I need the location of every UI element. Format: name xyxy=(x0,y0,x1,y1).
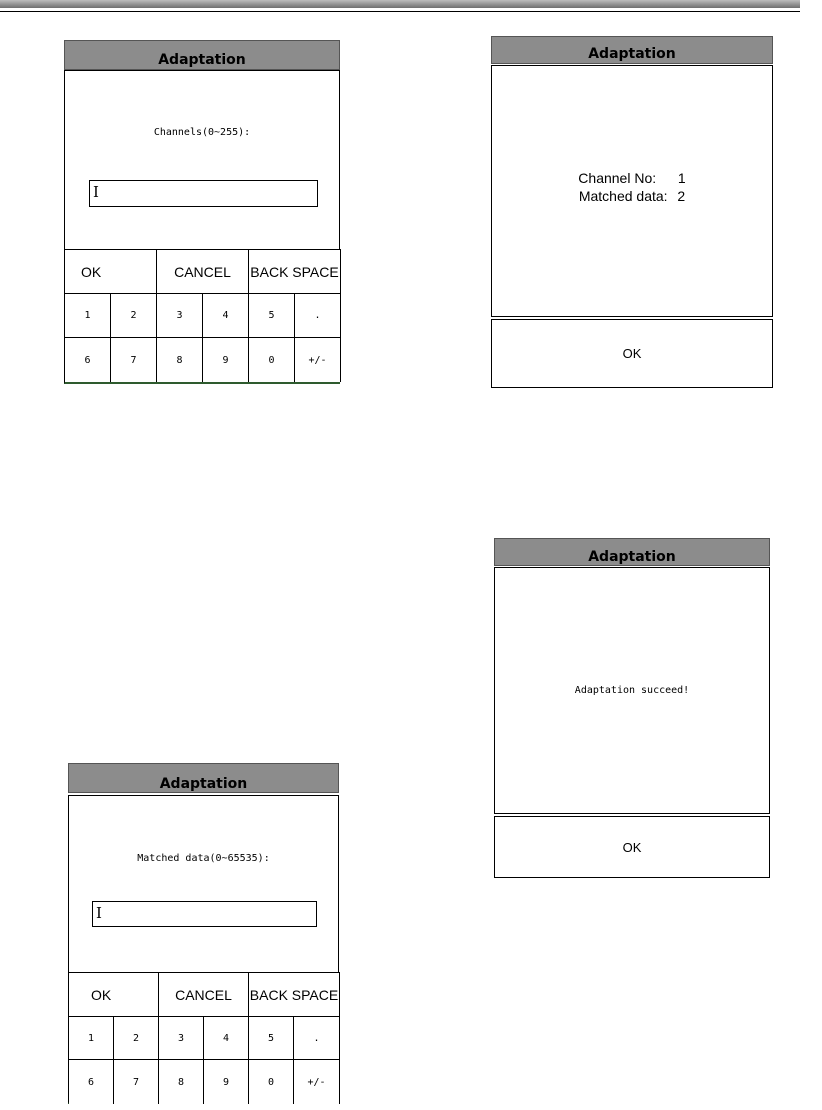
dialog-title: Adaptation xyxy=(68,763,339,793)
key-dot[interactable]: . xyxy=(294,1016,340,1059)
key-6[interactable]: 6 xyxy=(65,337,111,382)
result-dialog xyxy=(491,36,773,388)
key-sign[interactable]: +/- xyxy=(295,337,341,382)
key-8[interactable]: 8 xyxy=(159,1059,204,1104)
backspace-button[interactable]: BACK SPACE xyxy=(249,249,341,293)
text-cursor-icon: I xyxy=(96,904,102,922)
key-5[interactable]: 5 xyxy=(249,293,295,337)
key-9[interactable]: 9 xyxy=(204,1059,249,1104)
channels-prompt: Channels(0~255): xyxy=(153,127,251,138)
dialog-body xyxy=(64,70,340,250)
header-rule xyxy=(0,11,800,12)
key-0[interactable]: 0 xyxy=(249,337,295,382)
success-message: Adaptation succeed! xyxy=(574,685,690,696)
channel-value: 1 xyxy=(677,170,686,186)
key-sign[interactable]: +/- xyxy=(294,1059,340,1104)
channels-dialog xyxy=(64,40,340,384)
matched-prompt: Matched data(0~65535): xyxy=(137,853,270,864)
matched-value: 2 xyxy=(677,188,686,204)
key-2[interactable]: 2 xyxy=(114,1016,159,1059)
matched-input[interactable] xyxy=(92,901,317,927)
dialog-title: Adaptation xyxy=(494,538,770,566)
key-3[interactable]: 3 xyxy=(157,293,203,337)
cancel-button[interactable]: CANCEL xyxy=(159,972,249,1016)
key-1[interactable]: 1 xyxy=(69,1016,114,1059)
key-3[interactable]: 3 xyxy=(159,1016,204,1059)
key-9[interactable]: 9 xyxy=(203,337,249,382)
key-2[interactable]: 2 xyxy=(111,293,157,337)
key-dot[interactable]: . xyxy=(295,293,341,337)
dialog-title: Adaptation xyxy=(64,40,340,70)
dialog-body xyxy=(494,567,770,814)
key-4[interactable]: 4 xyxy=(203,293,249,337)
ok-button[interactable]: OK xyxy=(69,972,159,1016)
page-header-bar xyxy=(0,0,800,8)
numeric-keypad xyxy=(64,249,340,384)
numeric-keypad xyxy=(68,972,339,1104)
ok-button[interactable]: OK xyxy=(491,319,773,388)
key-4[interactable]: 4 xyxy=(204,1016,249,1059)
dialog-body xyxy=(68,795,339,973)
backspace-button[interactable]: BACK SPACE xyxy=(249,972,340,1016)
matched-label: Matched data: xyxy=(578,188,668,204)
dialog-title: Adaptation xyxy=(491,36,773,64)
channels-input[interactable] xyxy=(89,180,318,207)
channel-line xyxy=(492,169,772,187)
key-0[interactable]: 0 xyxy=(249,1059,294,1104)
ok-button[interactable]: OK xyxy=(65,249,157,293)
matched-line xyxy=(492,187,772,205)
key-7[interactable]: 7 xyxy=(114,1059,159,1104)
key-1[interactable]: 1 xyxy=(65,293,111,337)
key-6[interactable]: 6 xyxy=(69,1059,114,1104)
dialog-body xyxy=(491,65,773,317)
ok-button[interactable]: OK xyxy=(494,816,770,878)
key-8[interactable]: 8 xyxy=(157,337,203,382)
key-5[interactable]: 5 xyxy=(249,1016,294,1059)
cancel-button[interactable]: CANCEL xyxy=(157,249,249,293)
success-dialog xyxy=(494,538,770,878)
channel-label: Channel No: xyxy=(578,170,657,186)
text-cursor-icon: I xyxy=(93,183,99,201)
matched-dialog xyxy=(68,763,339,1104)
key-7[interactable]: 7 xyxy=(111,337,157,382)
